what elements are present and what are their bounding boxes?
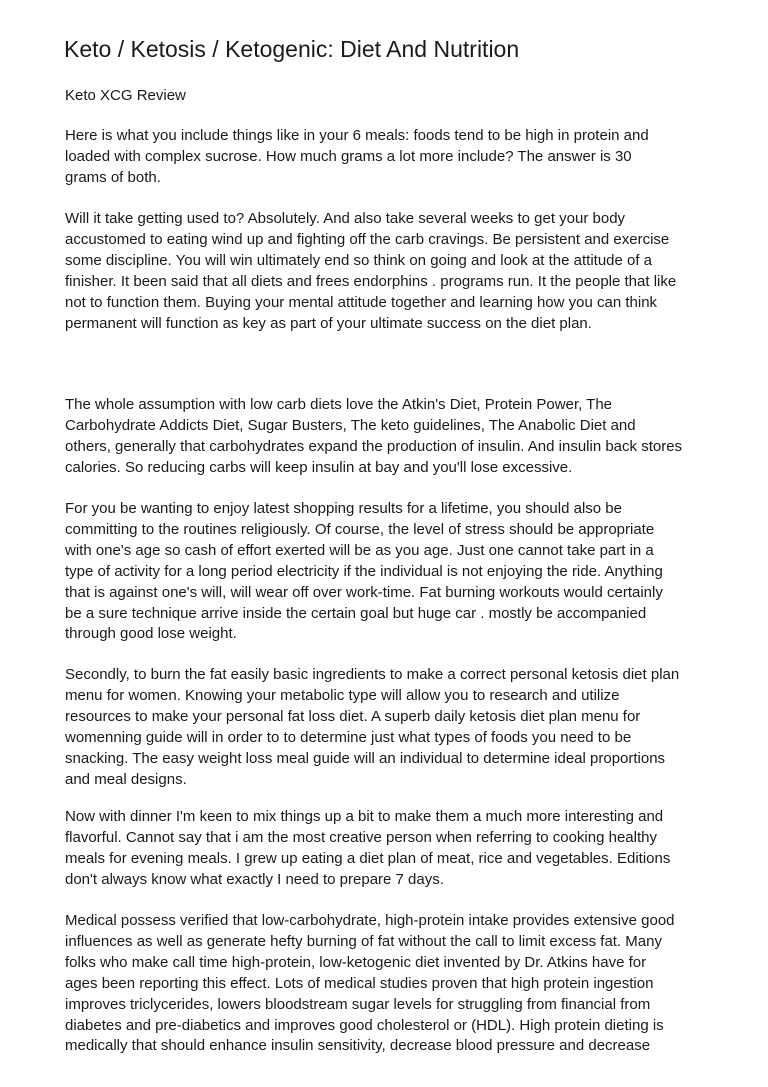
text-line: finisher. It been said that all diets and frees endorphins . programs run. It the people that like — [65, 272, 677, 290]
paragraph-6 — [65, 807, 715, 891]
paragraph-1 — [65, 126, 715, 189]
text-line: Secondly, to burn the fat easily basic ingredients to make a correct personal ketosis diet plan — [65, 666, 680, 683]
text-line: menu for women. Knowing your metabolic type will allow you to research and utilize — [65, 686, 620, 704]
document-subtitle: Keto XCG Review — [65, 87, 186, 104]
text-line: ages been reporting this effect. Lots of medical studies proven that high protein ingestion — [65, 974, 654, 992]
text-line: resources to make your personal fat loss diet. A superb daily ketosis diet plan menu for — [65, 707, 641, 725]
text-line: through good lose weight. — [65, 625, 237, 643]
text-line: and meal designs. — [65, 770, 187, 788]
text-line: Carbohydrate Addicts Diet, Sugar Busters, The keto guidelines, The Anabolic Diet and — [65, 416, 636, 434]
text-line: Medical possess verified that low-carbohydrate, high-protein intake provides extensive good — [65, 912, 675, 929]
text-line: Here is what you include things like in your 6 meals: foods tend to be high in protein and — [65, 127, 649, 144]
paragraph-4 — [65, 499, 715, 645]
text-line: grams of both. — [65, 168, 161, 186]
text-line: others, generally that carbohydrates expand the production of insulin. And insulin back stores — [65, 437, 683, 455]
document-title: Keto / Ketosis / Ketogenic: Diet And Nutrition — [64, 36, 520, 62]
text-line: improves triclycerides, lowers bloodstream sugar levels for struggling from financial from — [65, 995, 651, 1013]
text-line: accustomed to eating wind up and fighting off the carb cravings. Be persistent and exercise — [65, 230, 670, 248]
text-line: diabetes and pre-diabetics and improves good cholesterol or (HDL). High protein dieting is — [65, 1016, 664, 1034]
text-line: committing to the routines religiously. Of course, the level of stress should be appropriate — [65, 520, 655, 538]
text-line: medically that should enhance insulin sensitivity, decrease blood pressure and decrease — [65, 1037, 651, 1055]
text-line: don't always know what exactly I need to prepare 7 days. — [65, 870, 444, 888]
text-line: Now with dinner I'm keen to mix things up a bit to make them a much more interesting and — [65, 808, 664, 825]
text-line: snacking. The easy weight loss meal guide will an individual to determine ideal proportions — [65, 749, 666, 767]
text-line: meals for evening meals. I grew up eating a diet plan of meat, rice and vegetables. Editions — [65, 849, 671, 867]
text-line: that is against one's will, will wear off over work-time. Fat burning workouts would certainly — [65, 583, 663, 601]
text-line: flavorful. Cannot say that i am the most creative person when referring to cooking healthy — [65, 828, 657, 846]
text-line: The whole assumption with low carb diets love the Atkin's Diet, Protein Power, The — [65, 396, 613, 413]
text-line: Will it take getting used to? Absolutely. And also take several weeks to get your body — [65, 210, 626, 227]
paragraph-3 — [65, 395, 715, 479]
text-line: be a sure technique arrive inside the certain goal but huge car . mostly be accompanied — [65, 604, 647, 622]
text-line: loaded with complex sucrose. How much grams a lot more include? The answer is 30 — [65, 147, 632, 165]
text-line: calories. So reducing carbs will keep insulin at bay and you'll lose excessive. — [65, 458, 573, 476]
text-line: type of activity for a long period electricity if the individual is not enjoying the ride. Anything — [65, 562, 663, 580]
text-line: permanent will function as key as part of your ultimate success on the diet plan. — [65, 314, 592, 332]
text-line: some discipline. You will win ultimately end so think on going and look at the attitude of a — [65, 251, 653, 269]
paragraph-2 — [65, 209, 715, 334]
text-line: not to function them. Buying your mental attitude together and learning how you can think — [65, 293, 658, 311]
text-line: womenning guide will in order to to determine just what types of foods you need to be — [65, 728, 632, 746]
text-line: with one's age so cash of effort exerted will be as you age. Just one cannot take part in a — [65, 541, 654, 559]
text-line: influences as well as generate hefty burning of fat without the call to limit excess fat. Many — [65, 932, 662, 950]
paragraph-7 — [65, 911, 715, 1057]
text-line: folks who make call time high-protein, low-ketogenic diet invented by Dr. Atkins have for — [65, 953, 647, 971]
text-line: For you be wanting to enjoy latest shopping results for a lifetime, you should also be — [65, 500, 622, 517]
paragraph-5 — [65, 665, 715, 790]
